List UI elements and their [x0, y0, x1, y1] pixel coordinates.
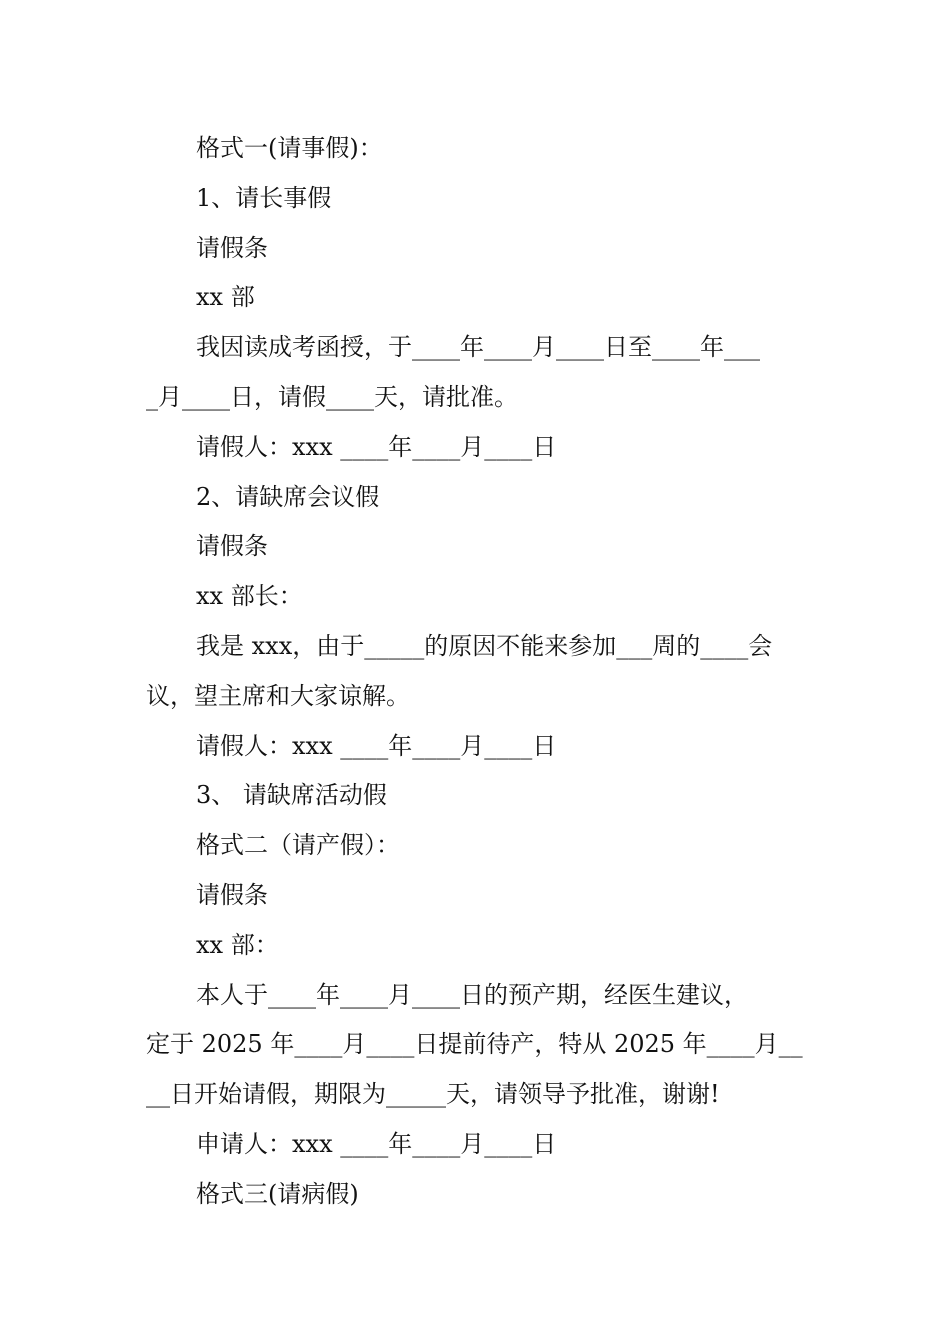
section-heading-format-three: 格式三(请病假) [196, 1179, 359, 1208]
body-paragraph-line: __日开始请假，期限为_____天，请领导予批准，谢谢! [146, 1080, 720, 1109]
recipient: xx 部 [196, 283, 255, 312]
body-paragraph-line: 议，望主席和大家谅解。 [146, 681, 410, 710]
signature-line: 请假人：xxx ____年____月____日 [196, 731, 557, 760]
subsection-heading-activity-leave: 3、 请缺席活动假 [196, 781, 387, 810]
body-paragraph-line: 我是 xxx，由于_____的原因不能来参加___周的____会 [196, 631, 773, 660]
subsection-heading-long-leave: 1、请长事假 [196, 183, 332, 212]
body-paragraph-line: 定于 2025 年____月____日提前待产，特从 2025 年____月__ [146, 1030, 803, 1059]
note-title: 请假条 [196, 233, 268, 262]
note-title: 请假条 [196, 880, 268, 909]
signature-line: 申请人：xxx ____年____月____日 [196, 1129, 557, 1158]
signature-line: 请假人：xxx ____年____月____日 [196, 432, 557, 461]
body-paragraph-line: 本人于____年____月____日的预产期，经医生建议， [196, 980, 748, 1009]
body-paragraph-line: 我因读成考函授，于____年____月____日至____年___ [196, 333, 760, 362]
recipient: xx 部长： [196, 582, 303, 611]
body-paragraph-line: _月____日，请假____天，请批准。 [146, 382, 518, 411]
recipient: xx 部： [196, 930, 279, 959]
note-title: 请假条 [196, 532, 268, 561]
section-heading-format-two: 格式二（请产假）： [196, 831, 400, 860]
subsection-heading-meeting-leave: 2、请缺席会议假 [196, 482, 380, 511]
document-page [146, 124, 810, 1220]
section-heading-format-one: 格式一(请事假)： [196, 134, 383, 162]
